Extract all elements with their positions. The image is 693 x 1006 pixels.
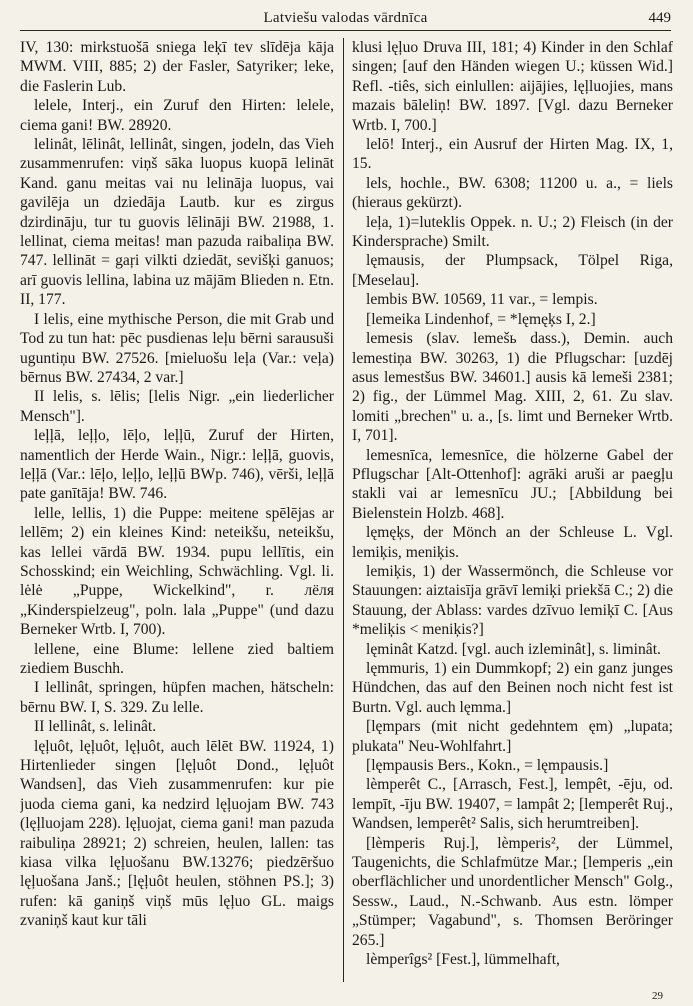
- dictionary-entry: II lellinât, s. lelinât.: [34, 718, 157, 736]
- dictionary-entry: lellene, eine Blume: lellene zied baltiem ziediem Buschh.: [20, 640, 334, 677]
- dictionary-entry: [lęmpars (mit nicht gedehntem ęm) „lupata; plukata" Neu-Wohlfahrt.]: [352, 718, 673, 755]
- dictionary-entry: lęmmuris, 1) ein Dummkopf; 2) ein ganz junges Hündchen, das auf den Beinen noch nicht fest ist Burtn. Vgl. auch lęmma.]: [352, 660, 673, 716]
- dictionary-columns: [20, 38, 673, 982]
- dictionary-entry: lels, hochle., BW. 6308; 11200 u. a., = liels (hieraus gekürzt).: [352, 174, 673, 212]
- dictionary-entry: lèmperêt C., [Arrasch, Fest.], lempêt, -ēju, od. lempīt, -īju BW. 19407, = lampât 2; [lemperêt Ruj., Wandsen, lemperêt² Salis, sich herumtreiben].: [352, 776, 673, 833]
- dictionary-entry: I lelis, eine mythische Person, die mit Grab und Tod zu tun hat: pēc pusdienas leļu bērni sarausuši uguntiņu BW. 27526. [mieluošu leļa (Var.: veļa) bērnus BW. 27434, 2 var.]: [20, 310, 334, 386]
- dictionary-entry: lemesis (slav. lemešь dass.), Demin. auch lemestiņa BW. 30263, 1) die Pflugschar: [uzdēj asus lemestšus BW. 34601.] ausis kā lemeši 2381; 2) fig., der Lümmel Mag. XIII, 2, 61. Zu slav. lomiti „brechen" u. a., [s. limt und Berneker Wrtb. I, 701].: [352, 330, 673, 445]
- dictionary-entry: lembis BW. 10569, 11 var., = lempis.: [366, 291, 598, 309]
- dictionary-entry: lęminât Katzd. [vgl. auch izleminât], s. liminât.: [366, 640, 661, 658]
- dictionary-entry: lęļuôt, lęļuôt, lęļuôt, auch lēlēt BW. 11924, 1) Hirtenlieder singen [lęļuôt Dond., lęļuôt Wandsen], das Vieh zusammenrufen: kur pie juoda ciema gani, ka nedzird lęļuojam BW. 743 (lęļluojam 228). lęļuojat, ciema gani! man pazuda raibuliņa 28921; 2) schreien, heulen, lallen: tas kiasa vilka lęļuošanu BW.13276; piedzēršuo lęļuošana Janš.; [lęļuôt heulen, stöhnen PS.]; 3) rufen: kā ganiņš viņš mūs lęļuo GL. maigs zvaniņš kaut kur tāli: [20, 737, 334, 930]
- dictionary-entry: klusi lęļuo Druva III, 181; 4) Kinder in den Schlaf singen; [auf den Händen wiegen U.; küssen Wid.] Refl. -tiês, sich einlullen: aijājies, lęļluojies, mans mazais bāleliņ! BW. 1897. [Vgl. dazu Berneker Wrtb. I, 700.]: [352, 39, 673, 134]
- dictionary-entry: lelle, lellis, 1) die Puppe: meitene spēlējas ar lellēm; 2) ein kleines Kind: neteikšu, neteikšu, kas lellei vārdā BW. 1934. pupu lellītis, ein Schosskind; ein Weichling, Schwächling. Vgl. li. lėlė „Puppe, Wickelkind", r. лёля „Kinderspielzeug", poln. lala „Puppe" (und dazu Berneker Wrtb. I, 700).: [20, 504, 334, 639]
- running-title: Latviešu valodas vārdnīca: [263, 10, 428, 26]
- dictionary-entry: II lelis, s. lēlis; [lelis Nigr. „ein liederlicher Mensch"].: [20, 388, 334, 425]
- dictionary-entry: I lellinât, springen, hüpfen machen, hätscheln: bērnu BW. I, S. 329. Zu lelle.: [20, 679, 334, 716]
- dictionary-entry: lèmperîgs² [Fest.], lümmelhaft,: [366, 951, 560, 969]
- page-header: [20, 8, 671, 31]
- dictionary-entry: IV, 130: mirkstuošā sniega leķī tev slīdēja kāja MWM. VIII, 885; 2) der Fasler, Satyriker; leke, die Faslerin Lub.: [20, 39, 334, 95]
- dictionary-entry: leļļā, leļļo, lēļo, leļļū, Zuruf der Hirten, namentlich der Herde Wain., Nigr.: leļļā, guovis, leļļā (Var.: lēļo, leļļo, leļļū BWp. 746), vērši, leļļā pate ganītāja! BW. 746.: [20, 427, 334, 503]
- dictionary-entry: lemiķis, 1) der Wassermönch, die Schleuse vor Stauungen: aiztaisīja grāvī lemiķi priekšā C.; 2) die Stauung, der Ablass: vardes dzīvuo lemiķī C. [Aus *meliķis < meniķis?]: [352, 562, 673, 639]
- dictionary-entry: lęmęķs, der Mönch an der Schleuse L. Vgl. lemiķis, meniķis.: [352, 524, 673, 561]
- dictionary-entry: [lemeika Lindenhof, = *lęmęķs I, 2.]: [366, 310, 596, 328]
- dictionary-entry: lelele, Interj., ein Zuruf den Hirten: lelele, ciema gani! BW. 28920.: [20, 97, 334, 134]
- right-column: [352, 38, 673, 982]
- dictionary-entry: lelinât, lēlinât, lellinât, singen, jodeln, das Vieh zusammenrufen: viņš sāka luopus kuopā lelināt Kand. ganu meitas vai nu lelināja luopus, vai gavilēja un dziedāja Lautb. kur es zirgus dzirdināju, tur tu guovis lēlināji BW. 21988, 1. lellinat, ciema meitas! man pazuda raibaliņa BW. 747. lellināt = gaŗi vilkti dziedāt, sevišķi ganuos; arī guovis lellina, labina uz mājām Blieden n. Etn. II, 177.: [20, 136, 334, 309]
- page-number: 449: [648, 10, 671, 26]
- left-column: [20, 38, 334, 982]
- dictionary-entry: leļa, 1)=luteklis Oppek. n. U.; 2) Fleisch (in der Kindersprache) Smilt.: [352, 213, 673, 251]
- signature-mark: 29: [652, 990, 663, 1002]
- dictionary-entry: lemesnīca, lemesnīce, die hölzerne Gabel der Pflugschar [Alt-Ottenhof]: agrāki aruši ar paegļu stakli vai ar lemesnīcu JU.; [Abbildung bei Bielenstein Holzb. 468].: [352, 446, 673, 522]
- dictionary-entry: lęmausis, der Plumpsack, Tölpel Riga, [Meselau].: [352, 252, 673, 289]
- dictionary-entry: [lèmperis Ruj.], lèmperis², der Lümmel, Taugenichts, die Schlafmütze Mar.; [lemperis „ein oberflächlicher und unordentlicher Mensch" Golg., Sessw., Laud., N.-Schwanb. Aus estn. lömper „Stümper; Vagabund", s. Thomsen Beröringer 265.]: [352, 834, 673, 949]
- column-divider: [343, 38, 344, 982]
- dictionary-entry: lelō! Interj., ein Ausruf der Hirten Mag. IX, 1, 15.: [352, 136, 673, 173]
- dictionary-entry: [lęmpausis Bers., Kokn., = lęmpausis.]: [366, 757, 609, 775]
